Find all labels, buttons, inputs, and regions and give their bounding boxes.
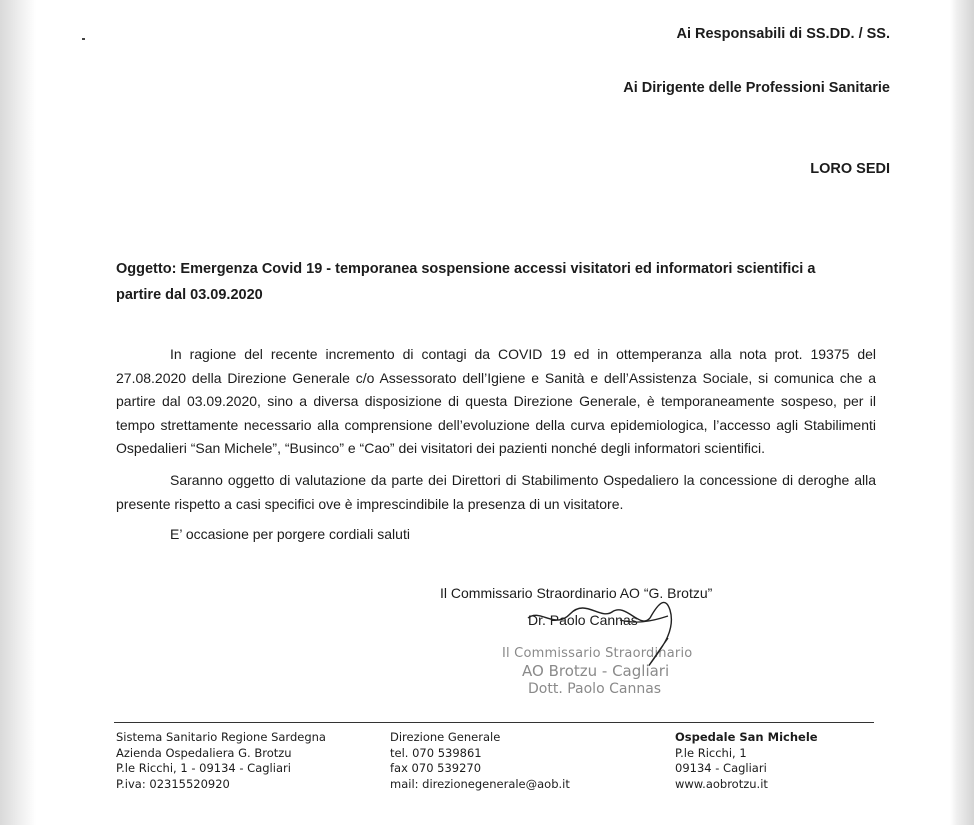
stamp-line-3: Dott. Paolo Cannas	[528, 681, 662, 697]
footer-line: Azienda Ospedaliera G. Brotzu	[116, 745, 292, 760]
stamp-line-1: Il Commissario Straordinario	[502, 646, 693, 661]
body-paragraph-1: In ragione del recente incremento di contagi da COVID 19 ed in ottemperanza alla nota prot. 19375 del 27.08.2020 della Direzione Generale c/o Assessorato dell’Igiene e Sanità e dell’Assistenza Sociale, si comunica che a partire dal 03.09.2020, sino a diversa disposizione di questa Direzione Generale, è temporaneamente sospeso, per il tempo strettamente necessario alla comprensione dell’evoluzione della curva epidemiologica, l’accesso agli Stabilimenti Ospedalieri “San Michele”, “Businco” e “Cao” dei visitatori dei pazienti nonché degli informatori scientifici.	[116, 346, 876, 457]
footer-line: Ospedale San Michele	[675, 730, 818, 744]
stamp-line-2: AO Brotzu - Cagliari	[522, 662, 670, 680]
page-shadow-left	[0, 0, 36, 825]
footer-column-3	[675, 730, 818, 792]
page-shadow-right	[950, 0, 974, 825]
footer-line: P.iva: 02315520920	[116, 776, 230, 791]
subject-line-2: partire dal 03.09.2020	[116, 287, 263, 303]
subject	[116, 256, 896, 308]
footer-website: www.aobrotzu.it	[675, 776, 768, 791]
letter-body	[116, 343, 876, 547]
footer-line: fax 070 539270	[390, 761, 482, 775]
subject-line-1: Oggetto: Emergenza Covid 19 - temporanea sospensione accessi visitatori ed informatori scientifici a	[116, 261, 816, 277]
recipient-line-1: Ai Responsabili di SS.DD. / SS.	[676, 26, 890, 42]
body-paragraph-2: Saranno oggetto di valutazione da parte dei Direttori di Stabilimento Ospedaliero la concessione di deroghe alla presente rispetto a casi specifici ove è imprescindibile la presenza di un visitatore.	[116, 471, 876, 512]
footer-line: tel. 070 539861	[390, 745, 482, 760]
footer-line: P.le Ricchi, 1	[675, 745, 747, 760]
footer-line: 09134 - Cagliari	[675, 761, 767, 775]
recipient-line-2: Ai Dirigente delle Professioni Sanitarie	[623, 80, 890, 96]
footer-line: P.le Ricchi, 1 - 09134 - Cagliari	[116, 761, 291, 775]
signatory-title: Il Commissario Straordinario AO “G. Brotzu”	[440, 585, 713, 601]
scan-mark	[82, 38, 85, 40]
handwritten-signature	[500, 590, 720, 670]
footer-line: Sistema Sanitario Regione Sardegna	[116, 730, 326, 744]
footer-email: mail: direzionegenerale@aob.it	[390, 776, 570, 791]
footer-column-1	[116, 730, 326, 792]
footer-column-2	[390, 730, 570, 792]
recipient-line-3: LORO SEDI	[810, 161, 890, 177]
footer-line: Direzione Generale	[390, 730, 501, 744]
body-paragraph-3: E’ occasione per porgere cordiali saluti	[170, 526, 410, 543]
signatory-name: Dr. Paolo Cannas	[528, 612, 638, 628]
footer-divider	[114, 722, 874, 723]
